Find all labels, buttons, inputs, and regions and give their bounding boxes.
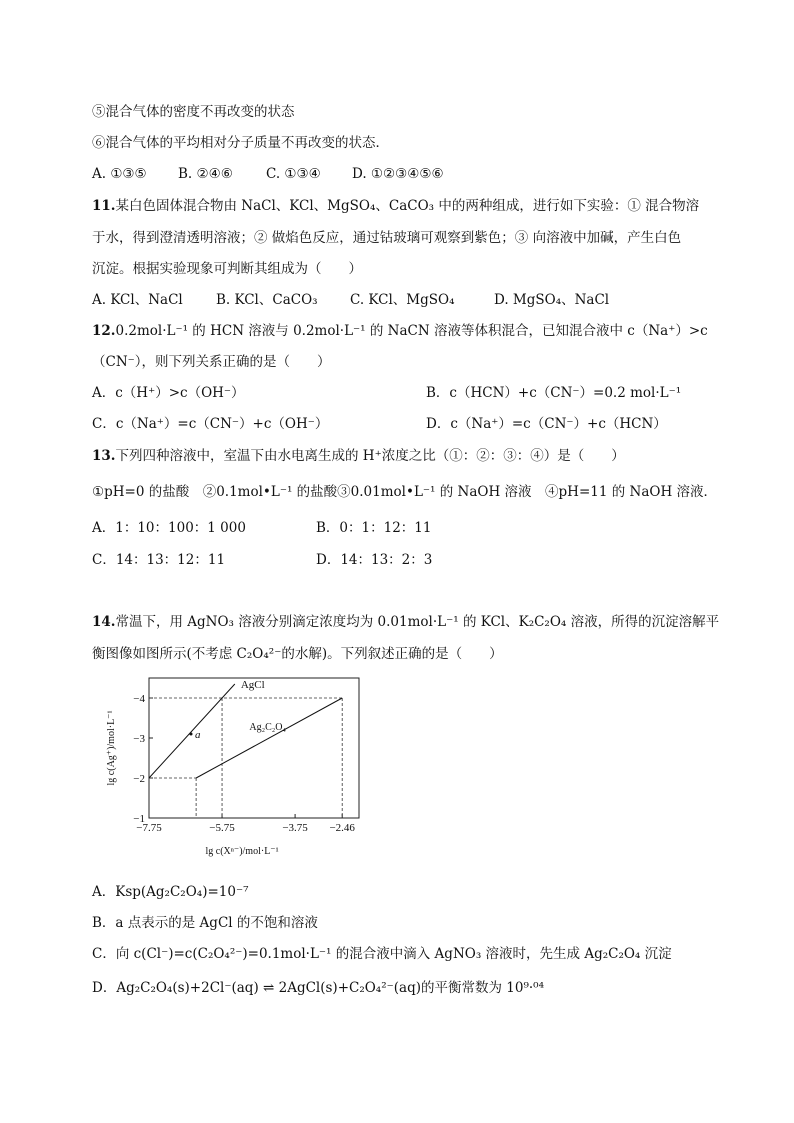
- point-a-marker: [190, 733, 193, 736]
- x-tick-label: −5.75: [209, 822, 235, 834]
- q10-option-d: D. ①②③④⑤⑥: [352, 166, 444, 182]
- q12-option-b: B．c（HCN）+c（CN⁻）=0.2 mol·L⁻¹: [426, 385, 682, 401]
- q13-option-b: B．0：1：12：11: [316, 520, 432, 536]
- plot-frame: [149, 678, 359, 818]
- y-tick-label: −4: [133, 693, 145, 705]
- q12-option-c: C．c（Na⁺）=c（CN⁻）+c（OH⁻）: [92, 416, 329, 432]
- q13-number: 13.: [92, 448, 116, 464]
- q11-option-c: C. KCl、MgSO₄: [350, 292, 455, 308]
- x-tick-label: −3.75: [282, 822, 308, 834]
- y-tick-label: −3: [133, 733, 145, 745]
- q12-option-d: D．c（Na⁺）=c（CN⁻）+c（HCN）: [426, 416, 667, 432]
- series-ag2c2o4-line: [196, 698, 342, 778]
- q14-number: 14.: [92, 614, 116, 630]
- q14-option-a: A．Ksp(Ag₂C₂O₄)=10⁻⁷: [92, 884, 249, 900]
- series-ag2c2o4-label: Ag₂C₂O₄: [249, 722, 287, 733]
- q11-number: 11.: [92, 198, 116, 214]
- y-tick-label: −1: [133, 813, 145, 825]
- q11-option-b: B. KCl、CaCO₃: [216, 292, 318, 308]
- q11-stem-line3: 沉淀。根据实验现象可判断其组成为（ ）: [92, 261, 362, 277]
- series-agcl-label: AgCl: [240, 679, 265, 691]
- precipitation-equilibrium-chart: [92, 670, 392, 870]
- q12-stem-line1: 12.0.2mol·L⁻¹ 的 HCN 溶液与 0.2mol·L⁻¹ 的 NaCN 溶液等体积混合，已知混合液中 c（Na⁺）>c: [92, 323, 708, 339]
- q14-stem-line1: 14.常温下，用 AgNO₃ 溶液分别滴定浓度均为 0.01mol·L⁻¹ 的 KCl、K₂C₂O₄ 溶液，所得的沉淀溶解平: [92, 614, 720, 630]
- point-a-label: a: [195, 729, 201, 741]
- q11-option-a: A. KCl、NaCl: [92, 292, 183, 308]
- q13-option-d: D．14：13：2：3: [316, 552, 433, 568]
- q13-stem-line1: 13.下列四种溶液中，室温下由水电离生成的 H⁺浓度之比（①：②：③：④）是（ ）: [92, 448, 625, 464]
- q11-stem-line1: 11.某白色固体混合物由 NaCl、KCl、MgSO₄、CaCO₃ 中的两种组成，进行如下实验：① 混合物溶: [92, 198, 700, 214]
- q12-stem-line2: （CN⁻），则下列关系正确的是（ ）: [92, 354, 331, 370]
- x-tick-label: −7.75: [136, 822, 162, 834]
- q12-number: 12.: [92, 323, 116, 339]
- q14-option-d: D．Ag₂C₂O₄(s)+2Cl⁻(aq) ⇌ 2AgCl(s)+C₂O₄²⁻(aq)的平衡常数为 10⁹·⁰⁴: [92, 980, 544, 996]
- q11-option-d: D. MgSO₄、NaCl: [494, 292, 610, 308]
- statement-5: ⑤混合气体的密度不再改变的状态: [92, 104, 295, 120]
- q11-stem-line2: 于水，得到澄清透明溶液；② 做焰色反应，通过钴玻璃可观察到紫色；③ 向溶液中加碱，产生白色: [92, 230, 682, 246]
- q10-option-b: B. ②④⑥: [178, 166, 233, 182]
- y-tick-label: −2: [133, 773, 145, 785]
- y-axis-label: lg c(Ag⁺)/mol·L⁻¹: [106, 710, 117, 786]
- statement-6: ⑥混合气体的平均相对分子质量不再改变的状态．: [92, 135, 389, 151]
- q10-option-c: C. ①③④: [266, 166, 321, 182]
- q12-option-a: A．c（H⁺）>c（OH⁻）: [92, 385, 245, 401]
- x-axis-label: lg c(Xⁿ⁻)/mol·L⁻¹: [205, 846, 279, 857]
- q14-stem-line2: 衡图像如图所示(不考虑 C₂O₄²⁻的水解)。下列叙述正确的是（ ）: [92, 646, 503, 662]
- x-tick-label: −2.46: [329, 822, 355, 834]
- q14-option-c: C．向 c(Cl⁻)=c(C₂O₄²⁻)=0.1mol·L⁻¹ 的混合液中滴入 AgNO₃ 溶液时，先生成 Ag₂C₂O₄ 沉淀: [92, 946, 672, 962]
- q10-option-a: A. ①③⑤: [92, 166, 147, 182]
- q13-stem-line2: ①pH=0 的盐酸 ②0.1mol•L⁻¹ 的盐酸③0.01mol•L⁻¹ 的 NaOH 溶液 ④pH=11 的 NaOH 溶液．: [92, 484, 718, 500]
- q13-option-a: A．1：10：100：1 000: [92, 520, 246, 536]
- q13-option-c: C．14：13：12：11: [92, 552, 226, 568]
- q14-option-b: B．a 点表示的是 AgCl 的不饱和溶液: [92, 915, 318, 931]
